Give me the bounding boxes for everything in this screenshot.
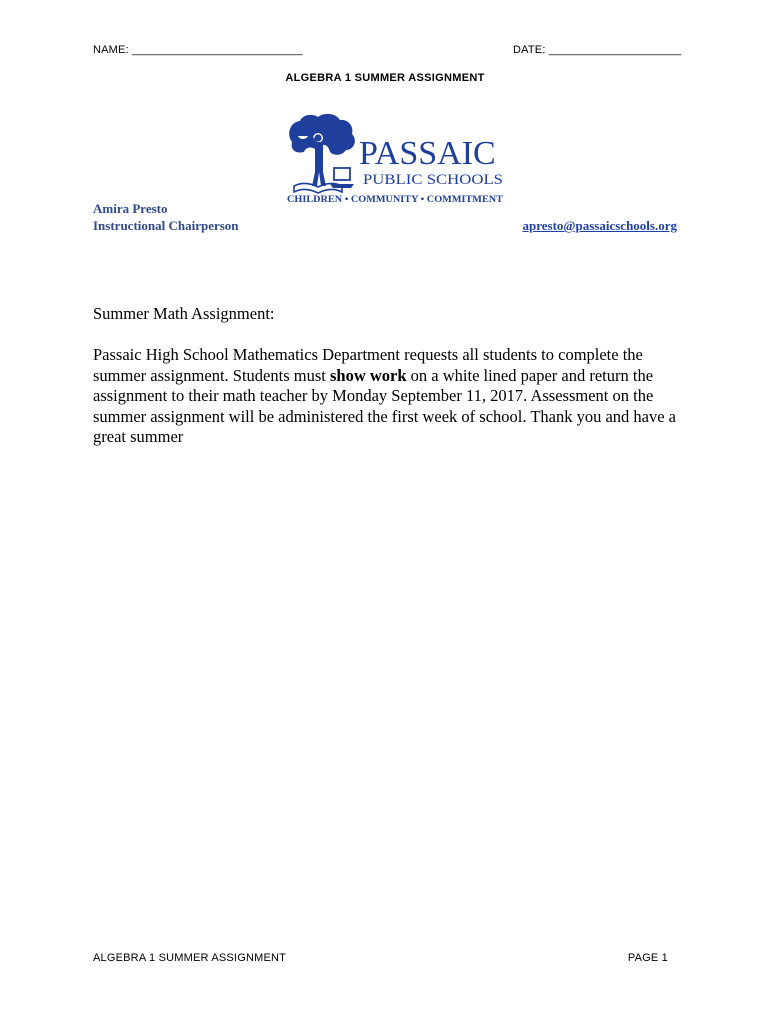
page-number: PAGE 1	[627, 952, 668, 964]
contact-role: Instructional Chairperson	[93, 218, 239, 233]
logo-subtitle: PUBLIC SCHOOLS	[363, 172, 503, 188]
logo-tagline: CHILDREN • COMMUNITY • COMMITMENT	[287, 195, 504, 205]
contact-email-link[interactable]: apresto@passaicschools.org	[522, 218, 677, 233]
paragraph-text-1: Passaic High School Mathematics Department requests all students to complete the summer assignment. Students must	[93, 345, 643, 385]
paragraph-bold-text: show work	[329, 365, 407, 385]
logo-wordmark: PASSAIC	[359, 135, 496, 172]
footer-title: ALGEBRA 1 SUMMER ASSIGNMENT	[93, 952, 287, 964]
paragraph-text-2: on a white lined paper and return the assignment to their math teacher by Monday September 11, 2017. Assessment on the summer assignment will be administered the first week of school. Thank you and have a great summer	[93, 365, 677, 446]
assignment-heading: Summer Math Assignment:	[93, 304, 275, 323]
contact-name: Amira Presto	[93, 201, 168, 216]
name-field-label: NAME: ___________________________	[93, 44, 303, 56]
document-title: ALGEBRA 1 SUMMER ASSIGNMENT	[285, 72, 485, 84]
computer-icon	[334, 168, 350, 180]
date-field-label: DATE: _____________________	[513, 44, 682, 56]
assignment-paragraph	[93, 345, 693, 448]
passaic-logo	[284, 112, 506, 206]
